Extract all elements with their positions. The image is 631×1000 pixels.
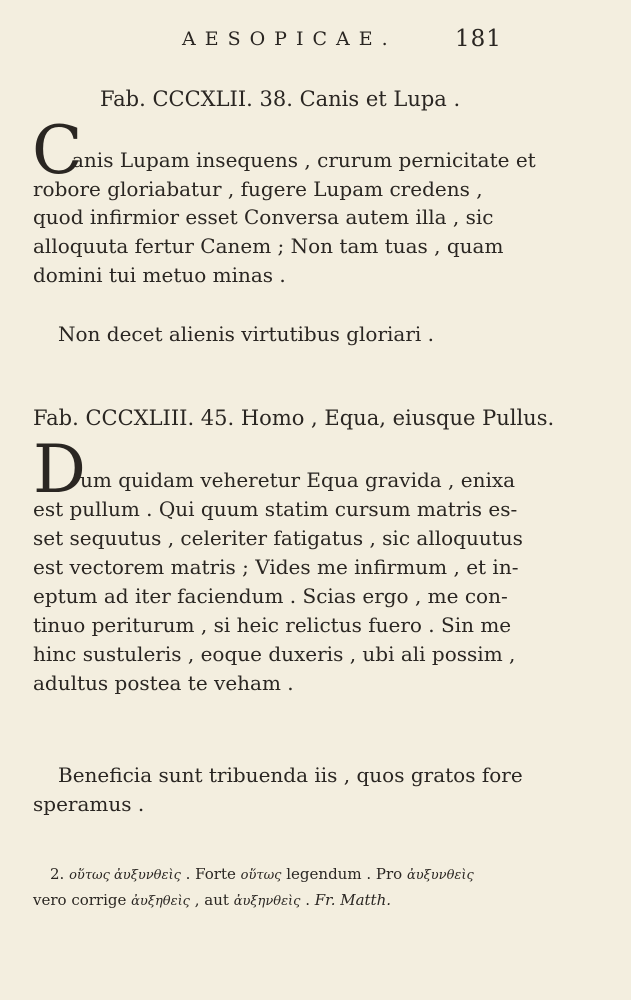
fable-2-line-3: set sequutus , celeriter fatigatus , sic alloquutus	[33, 526, 523, 550]
fable-1-dropcap: C	[32, 112, 83, 189]
footnote-greek-5: ἀυξηνθεὶς	[233, 894, 301, 909]
fable-1-line-3: quod infirmior esset Conversa autem illa , sic	[33, 205, 494, 229]
fable-1-moral: Non decet alienis virtutibus gloriari .	[58, 322, 435, 346]
footnote-greek-2: οὕτως	[240, 868, 282, 883]
fable-1-line-1: anis Lupam insequens , crurum pernicitate et	[72, 148, 536, 172]
fable-2-moral-line-2: speramus .	[33, 792, 145, 816]
fable-2-moral-line-1: Beneficia sunt tribuenda iis , quos gratos fore	[58, 763, 523, 787]
fable-2-line-6: tinuo periturum , si heic relictus fuero . Sin me	[33, 613, 512, 637]
footnote-text-3: vero corrige	[33, 891, 127, 909]
fable-2-line-5: eptum ad iter faciendum . Scias ergo , me con-	[33, 584, 508, 608]
fable-1-line-2: robore gloriabatur , fugere Lupam credens ,	[33, 177, 483, 201]
fable-2-line-7: hinc sustuleris , eoque duxeris , ubi ali possim ,	[33, 642, 516, 666]
footnote-greek-1: οὕτως ἀυξυνθεὶς	[69, 868, 181, 883]
fable-2-line-4: est vectorem matris ; Vides me infirmum , et in-	[33, 555, 519, 579]
fable-1-title: Fab. CCCXLII. 38. Canis et Lupa .	[100, 87, 461, 111]
footnote-number: 2.	[50, 865, 65, 883]
fable-2-line-1: um quidam veheretur Equa gravida , enixa	[80, 468, 516, 492]
fable-2-dropcap: D	[33, 431, 86, 508]
page-number: 181	[455, 26, 502, 52]
footnote-text-5: .	[305, 891, 310, 909]
footnote-text-1: . Forte	[185, 865, 236, 883]
footnote-greek-4: ἀυξηθεὶς	[131, 894, 190, 909]
footnote-text-2: legendum . Pro	[286, 865, 403, 883]
fable-2-line-8: adultus postea te veham .	[33, 671, 294, 695]
footnote-text-4: , aut	[194, 891, 229, 909]
footnote-line-2	[33, 889, 391, 913]
running-title: AESOPICAE.	[182, 28, 397, 50]
fable-1-line-4: alloquuta fertur Canem ; Non tam tuas , quam	[33, 234, 504, 258]
fable-1-line-5: domini tui metuo minas .	[33, 263, 286, 287]
footnote-attribution: Fr. Matth.	[314, 891, 392, 909]
fable-2-title: Fab. CCCXLIII. 45. Homo , Equa, eiusque Pullus.	[33, 406, 555, 430]
fable-2-line-2: est pullum . Qui quum statim cursum matris es-	[33, 497, 518, 521]
footnote-greek-3: ἀυξυνθεὶς	[406, 868, 474, 883]
footnote-line-1	[50, 863, 474, 887]
